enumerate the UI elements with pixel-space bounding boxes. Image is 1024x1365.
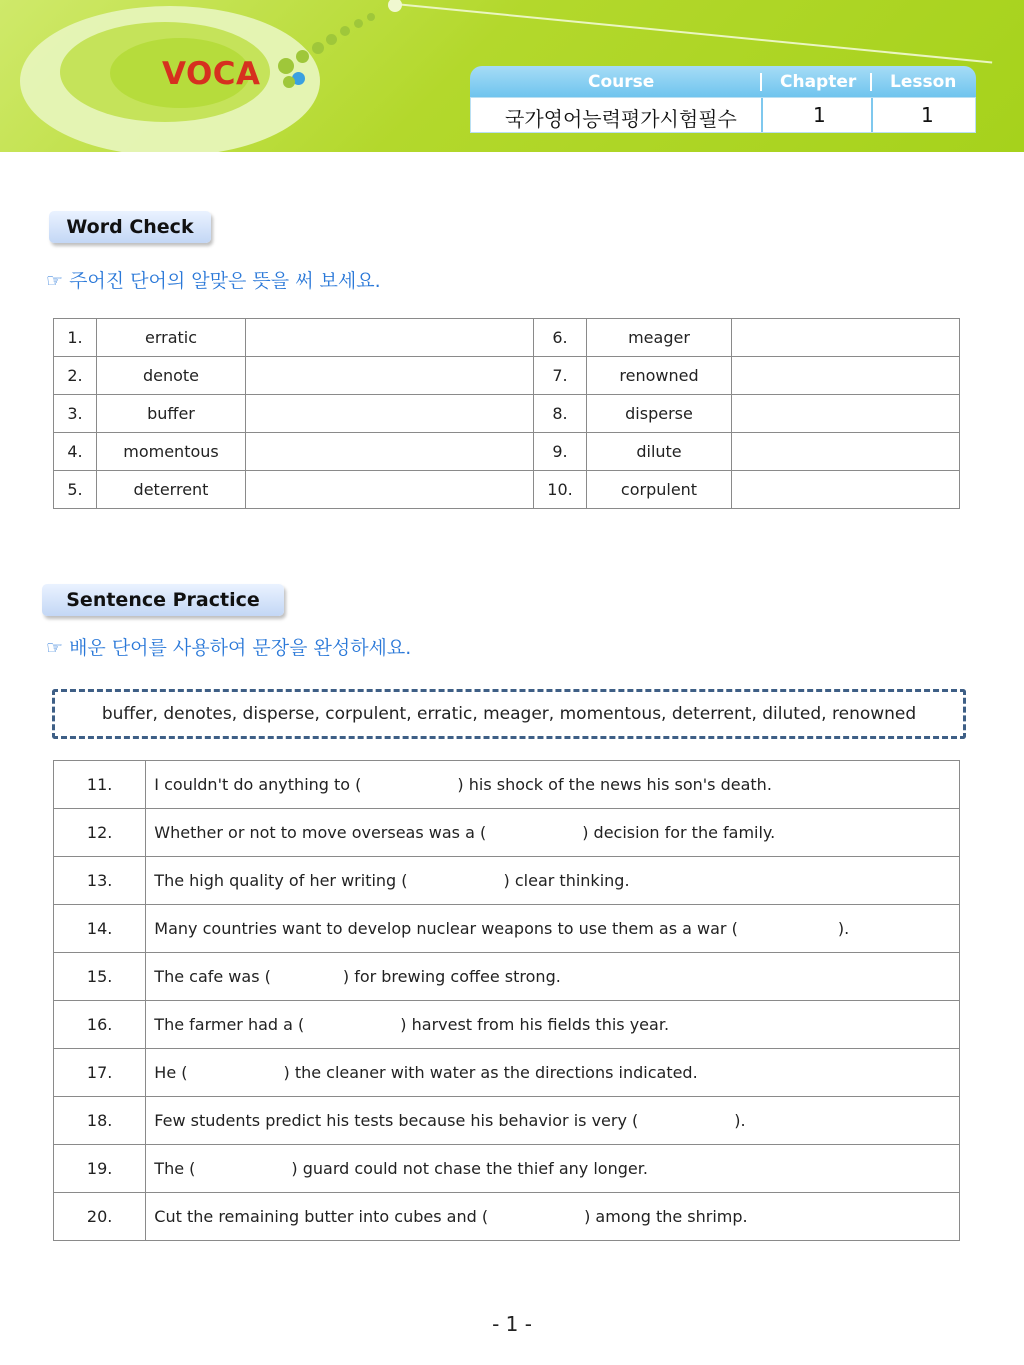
item-number: 5. bbox=[54, 471, 97, 509]
sentence-after-blank: ) his shock of the news his son's death. bbox=[457, 775, 772, 794]
sentence-practice-instruction: ☞ 배운 단어를 사용하여 문장을 완성하세요. bbox=[46, 637, 412, 659]
vocab-word: meager bbox=[587, 319, 732, 357]
decorative-dot bbox=[312, 42, 324, 54]
sentence-after-blank: ). bbox=[734, 1111, 746, 1130]
meaning-answer-field[interactable] bbox=[732, 433, 960, 471]
item-number: 6. bbox=[534, 319, 587, 357]
decorative-dot bbox=[354, 19, 363, 28]
vocab-word: dilute bbox=[587, 433, 732, 471]
sentence-before-blank: He ( bbox=[154, 1063, 188, 1082]
chapter-value: 1 bbox=[813, 103, 826, 127]
vocab-word: momentous bbox=[97, 433, 246, 471]
decorative-line bbox=[395, 3, 992, 64]
sentence-before-blank: The farmer had a ( bbox=[154, 1015, 305, 1034]
vocab-word: denote bbox=[97, 357, 246, 395]
sentence-row bbox=[54, 1145, 960, 1193]
sentence-text bbox=[146, 1193, 960, 1241]
decorative-dot bbox=[283, 76, 295, 88]
divider bbox=[870, 73, 872, 91]
chapter-label: Chapter bbox=[780, 72, 857, 92]
lesson-label: Lesson bbox=[890, 72, 957, 92]
sentence-before-blank: Few students predict his tests because his behavior is very ( bbox=[154, 1111, 639, 1130]
word-check-row bbox=[54, 319, 960, 357]
sentence-before-blank: The high quality of her writing ( bbox=[154, 871, 408, 890]
sentence-number: 17. bbox=[54, 1049, 146, 1097]
sentence-after-blank: ) for brewing coffee strong. bbox=[342, 967, 561, 986]
word-check-instruction: ☞ 주어진 단어의 알맞은 뜻을 써 보세요. bbox=[46, 270, 381, 292]
meaning-answer-field[interactable] bbox=[732, 395, 960, 433]
divider bbox=[760, 73, 762, 91]
item-number: 1. bbox=[54, 319, 97, 357]
sentence-text bbox=[146, 1145, 960, 1193]
sentence-row bbox=[54, 905, 960, 953]
sentence-number: 13. bbox=[54, 857, 146, 905]
meaning-answer-field[interactable] bbox=[732, 471, 960, 509]
item-number: 3. bbox=[54, 395, 97, 433]
meaning-answer-field[interactable] bbox=[246, 471, 534, 509]
sentence-after-blank: ) decision for the family. bbox=[582, 823, 776, 842]
sentence-row bbox=[54, 1001, 960, 1049]
divider bbox=[871, 98, 873, 132]
item-number: 9. bbox=[534, 433, 587, 471]
sentence-after-blank: ) harvest from his fields this year. bbox=[400, 1015, 670, 1034]
sentence-practice-title: Sentence Practice bbox=[42, 584, 284, 616]
course-info-header bbox=[470, 66, 976, 97]
decorative-dot bbox=[278, 58, 294, 74]
word-check-row bbox=[54, 395, 960, 433]
item-number: 2. bbox=[54, 357, 97, 395]
course-value: 국가영어능력평가시험필수 bbox=[505, 107, 737, 131]
vocab-word: buffer bbox=[97, 395, 246, 433]
decorative-dot bbox=[340, 26, 350, 36]
vocab-word: corpulent bbox=[587, 471, 732, 509]
meaning-answer-field[interactable] bbox=[246, 319, 534, 357]
sentence-after-blank: ) among the shrimp. bbox=[584, 1207, 748, 1226]
sentence-before-blank: Cut the remaining butter into cubes and ( bbox=[154, 1207, 489, 1226]
header-banner bbox=[0, 0, 1024, 152]
word-check-row bbox=[54, 357, 960, 395]
course-label: Course bbox=[588, 72, 655, 92]
word-check-table bbox=[53, 318, 960, 509]
sentence-number: 11. bbox=[54, 761, 146, 809]
sentence-text bbox=[146, 953, 960, 1001]
meaning-answer-field[interactable] bbox=[246, 357, 534, 395]
sentence-after-blank: ). bbox=[837, 919, 850, 938]
sentence-row bbox=[54, 953, 960, 1001]
sentence-text bbox=[146, 1049, 960, 1097]
item-number: 4. bbox=[54, 433, 97, 471]
sentence-text bbox=[146, 761, 960, 809]
sentence-row bbox=[54, 1097, 960, 1145]
page-number: - 1 - bbox=[492, 1312, 532, 1336]
lesson-value: 1 bbox=[921, 103, 934, 127]
voca-logo: VOCA bbox=[162, 56, 261, 92]
sentence-practice-table bbox=[53, 760, 960, 1241]
word-check-row bbox=[54, 471, 960, 509]
sentence-before-blank: The ( bbox=[154, 1159, 196, 1178]
item-number: 7. bbox=[534, 357, 587, 395]
sentence-after-blank: ) the cleaner with water as the directions indicated. bbox=[283, 1063, 698, 1082]
divider bbox=[761, 98, 763, 132]
item-number: 8. bbox=[534, 395, 587, 433]
meaning-answer-field[interactable] bbox=[246, 395, 534, 433]
sentence-text bbox=[146, 809, 960, 857]
sentence-number: 12. bbox=[54, 809, 146, 857]
word-bank: buffer, denotes, disperse, corpulent, erratic, meager, momentous, deterrent, diluted, renowned bbox=[52, 689, 966, 739]
sentence-text bbox=[146, 1097, 960, 1145]
sentence-before-blank: The cafe was ( bbox=[154, 967, 271, 986]
sentence-row bbox=[54, 1049, 960, 1097]
vocab-word: deterrent bbox=[97, 471, 246, 509]
sentence-text bbox=[146, 857, 960, 905]
decorative-dot bbox=[367, 13, 375, 21]
vocab-word: disperse bbox=[587, 395, 732, 433]
meaning-answer-field[interactable] bbox=[732, 319, 960, 357]
vocab-word: erratic bbox=[97, 319, 246, 357]
sentence-row bbox=[54, 809, 960, 857]
sentence-number: 15. bbox=[54, 953, 146, 1001]
meaning-answer-field[interactable] bbox=[732, 357, 960, 395]
sentence-row bbox=[54, 857, 960, 905]
sentence-after-blank: ) clear thinking. bbox=[503, 871, 630, 890]
sentence-before-blank: Many countries want to develop nuclear weapons to use them as a war ( bbox=[154, 919, 738, 938]
sentence-text bbox=[146, 905, 960, 953]
item-number: 10. bbox=[534, 471, 587, 509]
sentence-number: 20. bbox=[54, 1193, 146, 1241]
word-check-title: Word Check bbox=[49, 211, 211, 243]
course-info-values bbox=[470, 97, 976, 133]
sentence-number: 16. bbox=[54, 1001, 146, 1049]
decorative-dot bbox=[326, 34, 337, 45]
sentence-number: 19. bbox=[54, 1145, 146, 1193]
sentence-before-blank: I couldn't do anything to ( bbox=[154, 775, 362, 794]
sentence-number: 14. bbox=[54, 905, 146, 953]
sentence-before-blank: Whether or not to move overseas was a ( bbox=[154, 823, 487, 842]
sentence-row bbox=[54, 1193, 960, 1241]
course-info-box bbox=[470, 66, 976, 133]
word-check-row bbox=[54, 433, 960, 471]
meaning-answer-field[interactable] bbox=[246, 433, 534, 471]
vocab-word: renowned bbox=[587, 357, 732, 395]
decorative-dot bbox=[388, 0, 402, 12]
sentence-text bbox=[146, 1001, 960, 1049]
sentence-after-blank: ) guard could not chase the thief any longer. bbox=[291, 1159, 648, 1178]
decorative-dot bbox=[296, 50, 309, 63]
sentence-row bbox=[54, 761, 960, 809]
sentence-number: 18. bbox=[54, 1097, 146, 1145]
